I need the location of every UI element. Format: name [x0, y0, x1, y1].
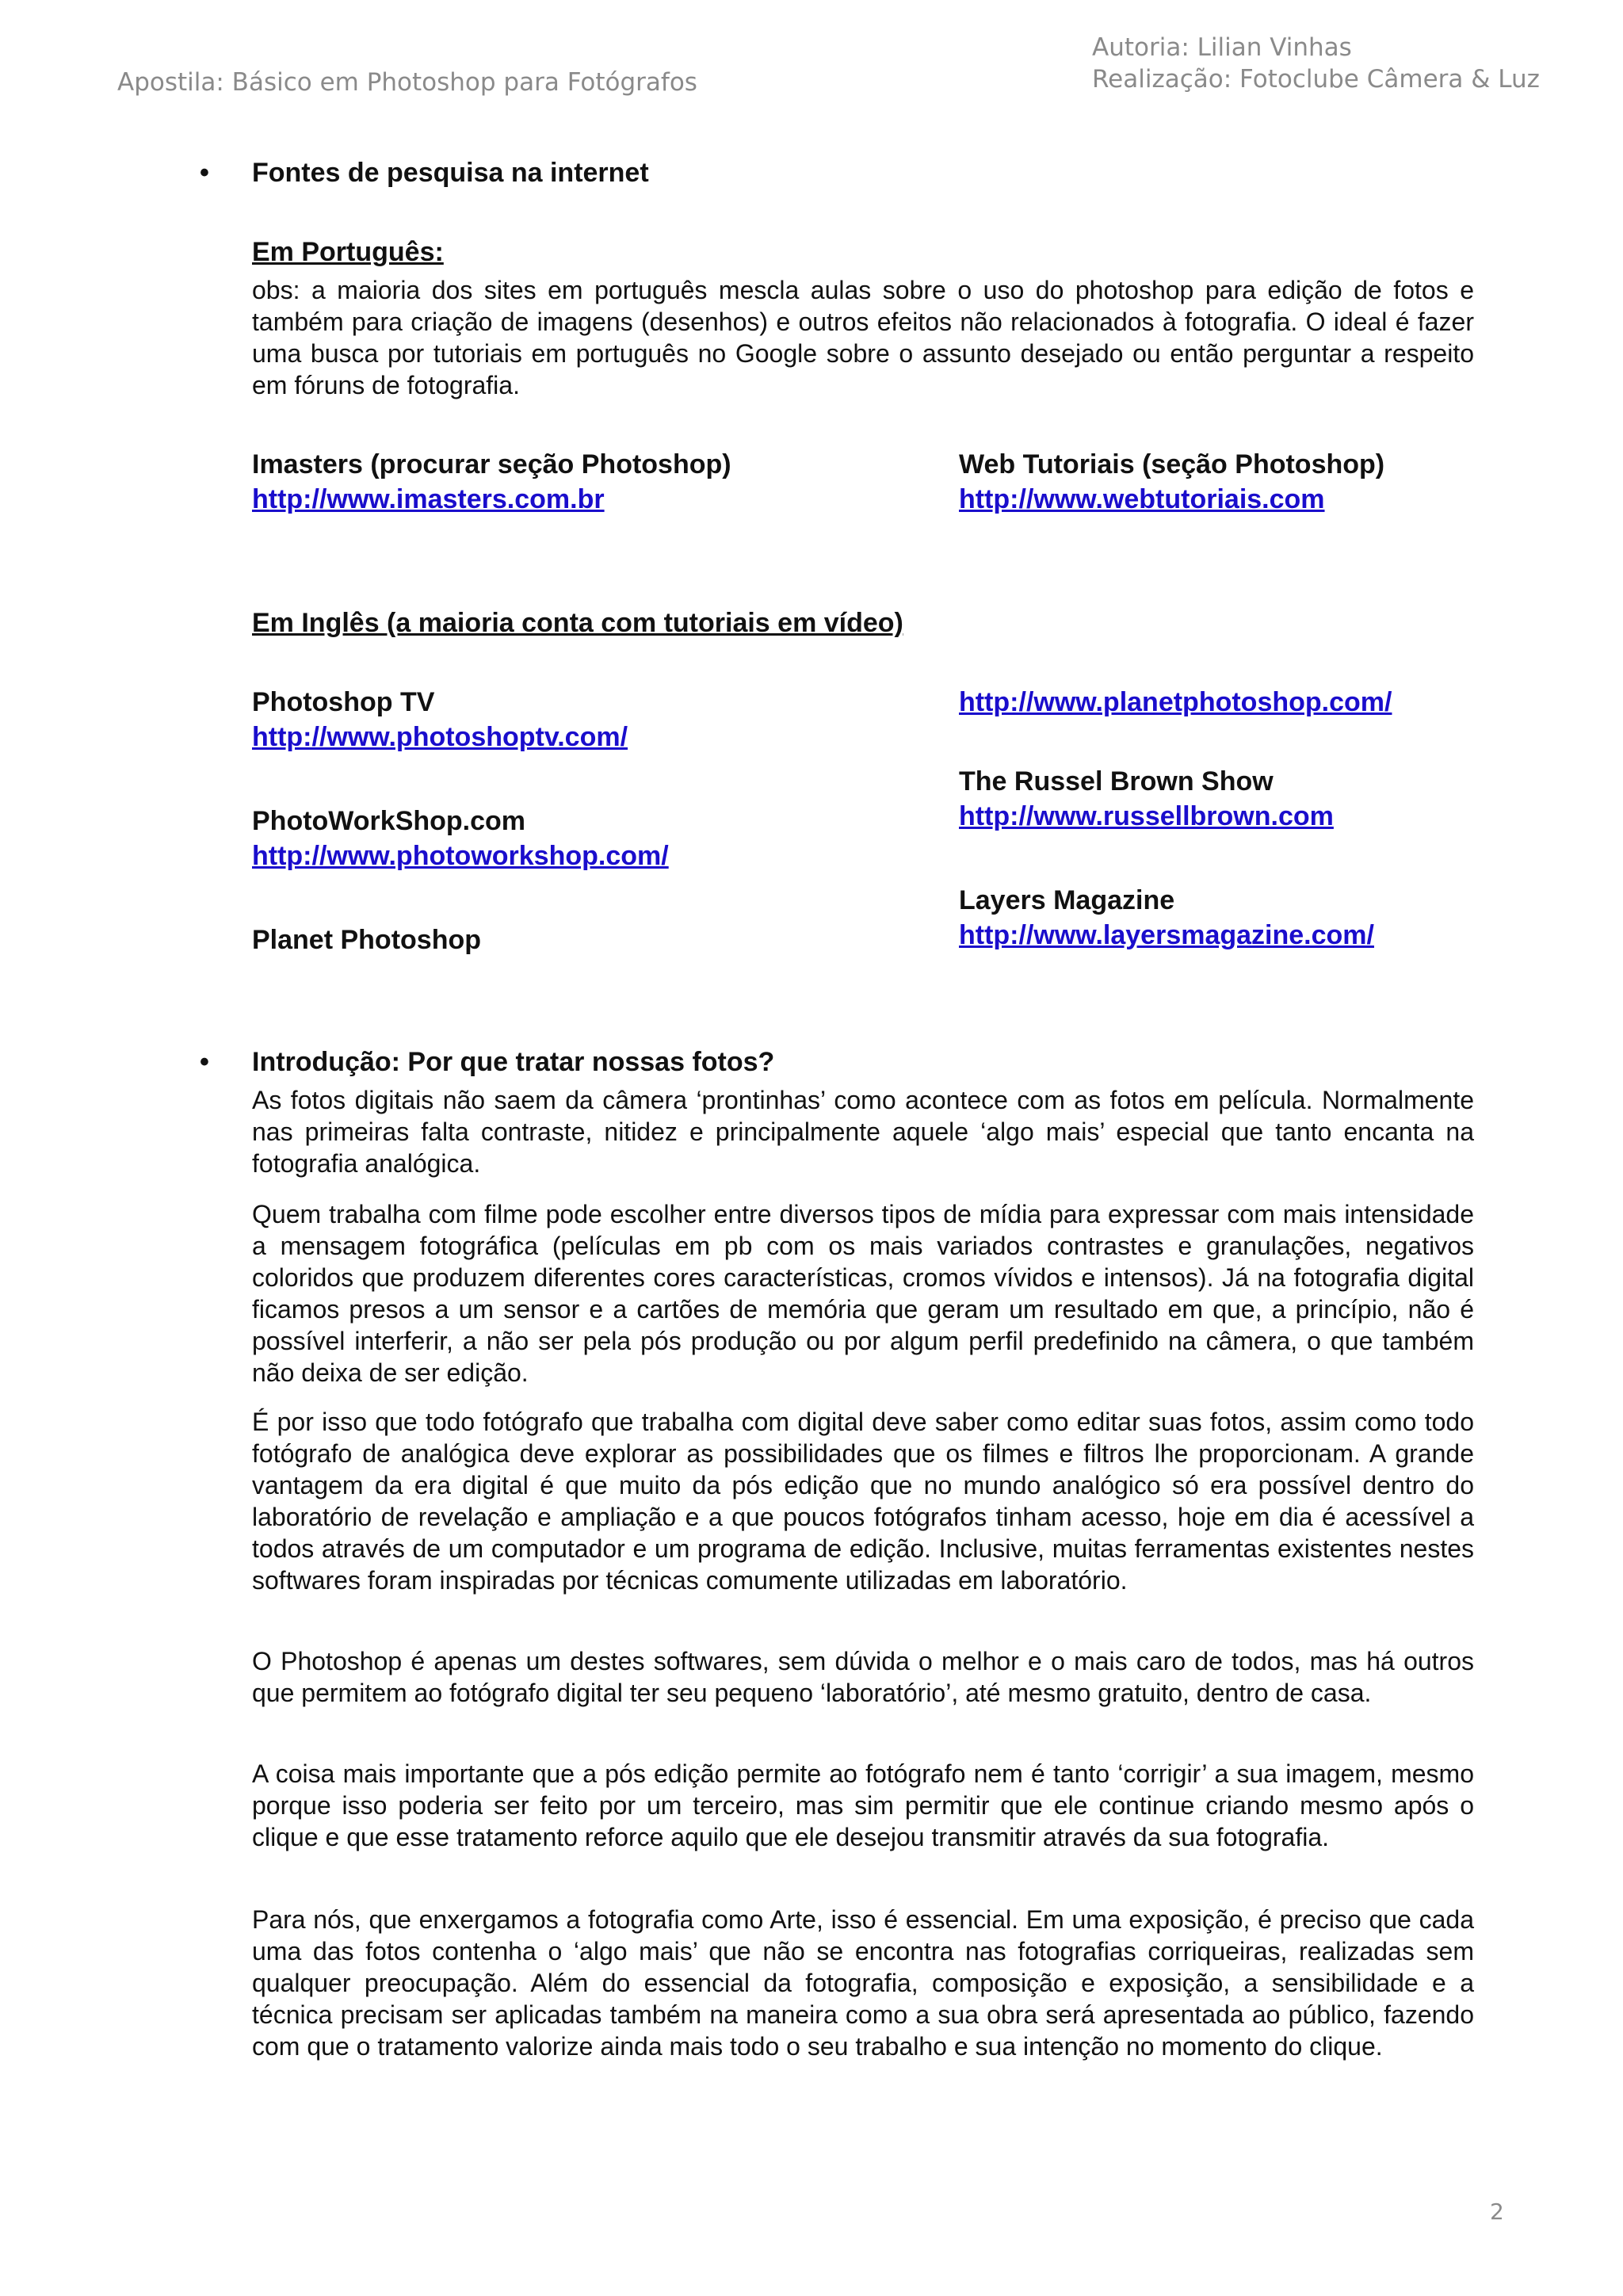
producer-line: Realização: Fotoclube Câmera & Luz	[1092, 65, 1540, 94]
paragraph	[252, 1645, 1474, 1709]
site-link[interactable]: http://www.imasters.com.br	[252, 484, 605, 514]
paragraph	[252, 1198, 1474, 1389]
author-line: Autoria: Lilian Vinhas	[1092, 33, 1352, 62]
paragraph	[252, 1406, 1474, 1596]
site-entry	[959, 883, 1374, 953]
site-name: PhotoWorkShop.com	[252, 806, 526, 836]
document-header-title: Apostila: Básico em Photoshop para Fotógrafos	[117, 68, 697, 97]
paragraph-text: É por isso que todo fotógrafo que trabalha com digital deve saber como editar suas fotos, assim como todo fotógrafo de analógica deve explorar as possibilidades que os filmes e filtros lhe proporcionam. A grande vantagem da era digital é que muito da pós edição que no mundo analógico só era possível dentro do laboratório de revelação e ampliação e a que poucos fotógrafos tinham acesso, hoje em dia é acessível a todos através de um computador e um programa de edição. Inclusive, muitas ferramentas existentes nestes softwares foram inspiradas por técnicas comumente utilizadas em laboratório.	[252, 1408, 1474, 1595]
site-entry	[252, 685, 628, 755]
paragraph-text: As fotos digitais não saem da câmera ‘prontinhas’ como acontece com as fotos em película. Normalmente nas primeiras falta contraste, nitidez e principalmente aquele ‘algo mais’ especial que tanto encanta na fotografia analógica.	[252, 1086, 1474, 1178]
site-link[interactable]: http://www.webtutoriais.com	[959, 484, 1325, 514]
section-title: Introdução: Por que tratar nossas fotos?	[252, 1047, 775, 1077]
paragraph-text: A coisa mais importante que a pós edição permite ao fotógrafo nem é tanto ‘corrigir’ a sua imagem, mesmo porque isso poderia ser feito por um terceiro, mas sim permitir que ele continue criando mesmo após o clique e que esse tratamento reforce aquilo que ele desejou transmitir através da sua fotografia.	[252, 1759, 1474, 1851]
paragraph-text: Para nós, que enxergamos a fotografia como Arte, isso é essencial. Em uma exposição, é preciso que cada uma das fotos contenha o ‘algo mais’ que não se encontra nas fotografias corriqueiras, realizadas sem qualquer preocupação. Além do essencial da fotografia, composição e exposição, a sensibilidade e a técnica precisam ser aplicadas também na maneira como a sua obra será apresentada ao público, fazendo com que o tratamento valorize ainda mais todo o seu trabalho e sua intenção no momento do clique.	[252, 1905, 1474, 2061]
portuguese-note	[252, 274, 1474, 401]
bullet-icon: •	[200, 1047, 209, 1077]
site-link[interactable]: http://www.photoworkshop.com/	[252, 841, 669, 871]
site-entry	[252, 804, 669, 873]
document-header-credits	[1092, 32, 1540, 95]
paragraph-text: Quem trabalha com filme pode escolher entre diversos tipos de mídia para expressar com mais intensidade a mensagem fotográfica (películas em pb com os mais variados contrastes e granulações, negativos coloridos que produzem diferentes cores características, cromos vívidos e intensos). Já na fotografia digital ficamos presos a um sensor e a cartões de memória que geram um resultado em que, a princípio, não é possível interferir, a não ser pela pós produção ou por algum perfil predefinido na câmera, o que também não deixa de ser edição.	[252, 1200, 1474, 1387]
bullet-icon: •	[200, 158, 209, 188]
site-name: Web Tutoriais (seção Photoshop)	[959, 449, 1385, 479]
english-heading: Em Inglês (a maioria conta com tutoriais em vídeo)	[252, 608, 903, 638]
site-entry	[252, 447, 731, 517]
site-name: Imasters (procurar seção Photoshop)	[252, 449, 731, 479]
paragraph-text: O Photoshop é apenas um destes softwares, sem dúvida o melhor e o mais caro de todos, mas há outros que permitem ao fotógrafo digital ter seu pequeno ‘laboratório’, até mesmo gratuito, dentro de casa.	[252, 1647, 1474, 1707]
page-number: 2	[1490, 2199, 1504, 2225]
site-link[interactable]: http://www.layersmagazine.com/	[959, 920, 1374, 950]
site-link[interactable]: http://www.photoshoptv.com/	[252, 722, 628, 752]
note-paragraph: obs: a maioria dos sites em português mescla aulas sobre o uso do photoshop para edição de fotos e também para criação de imagens (desenhos) e outros efeitos não relacionados à fotografia. O ideal é fazer uma busca por tutoriais em português no Google sobre o assunto desejado ou então perguntar a respeito em fóruns de fotografia.	[252, 276, 1474, 399]
paragraph	[252, 1904, 1474, 2062]
paragraph	[252, 1084, 1474, 1179]
site-name: Photoshop TV	[252, 687, 435, 717]
site-name: Planet Photoshop	[252, 925, 481, 955]
site-name: The Russel Brown Show	[959, 766, 1274, 797]
site-entry	[959, 764, 1334, 834]
site-link[interactable]: http://www.planetphotoshop.com/	[959, 687, 1392, 717]
section-title: Fontes de pesquisa na internet	[252, 158, 649, 188]
paragraph	[252, 1758, 1474, 1853]
site-link[interactable]: http://www.russellbrown.com	[959, 801, 1334, 831]
site-entry	[959, 447, 1384, 517]
site-name: Layers Magazine	[959, 885, 1175, 915]
portuguese-heading: Em Português:	[252, 237, 444, 267]
